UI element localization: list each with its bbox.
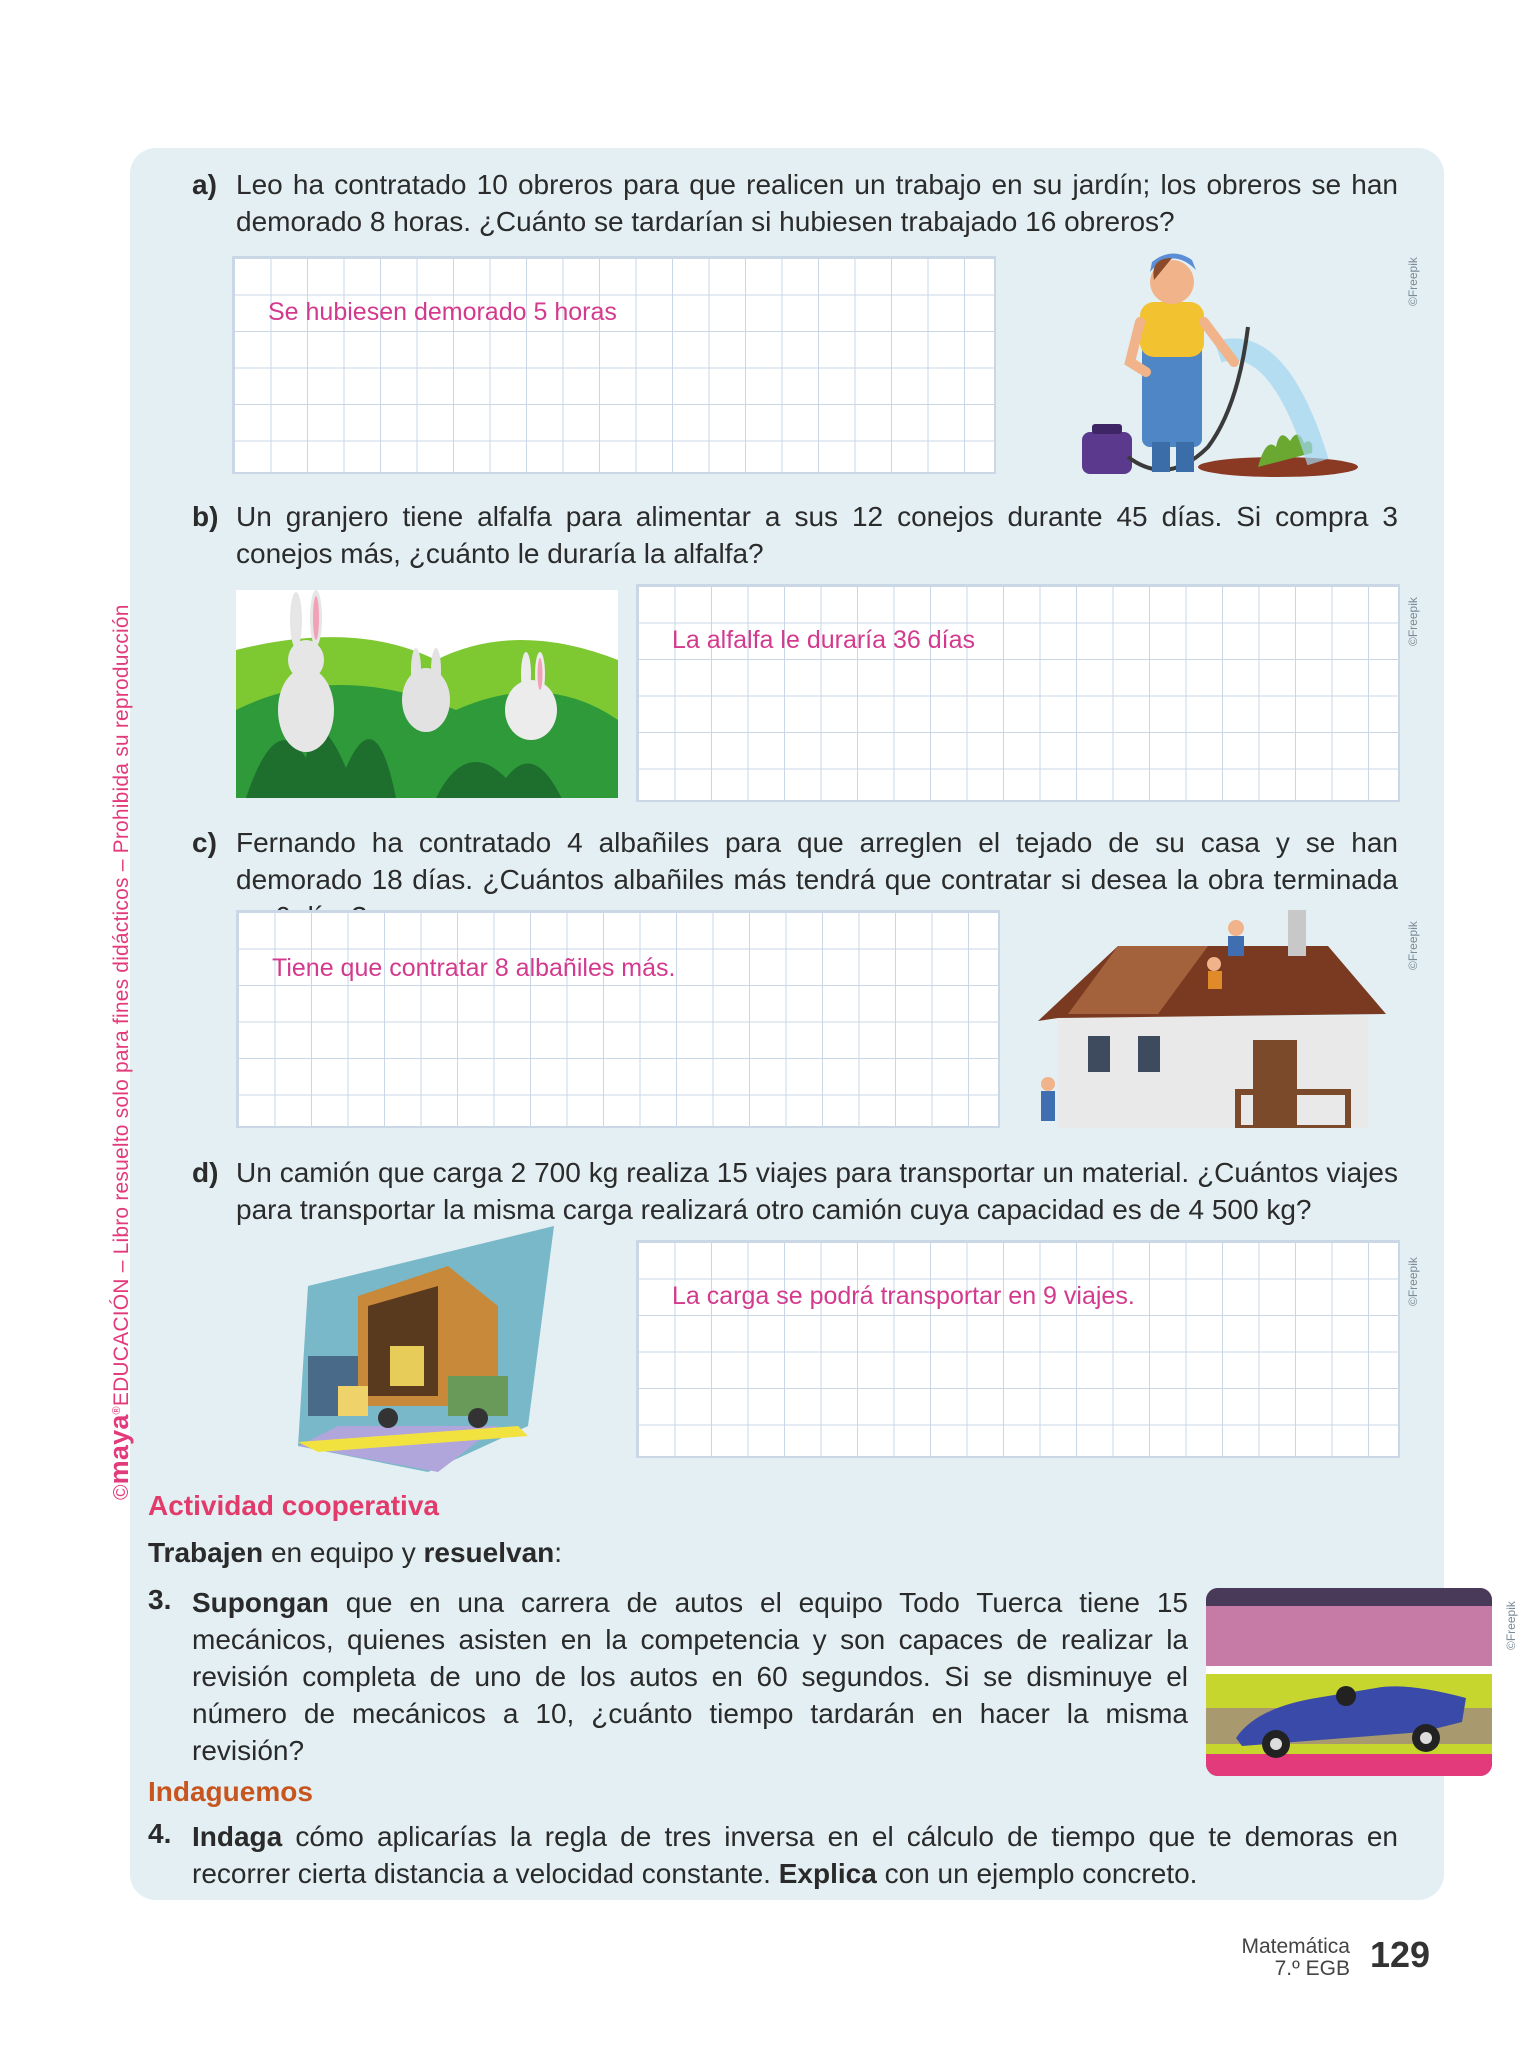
answer-grid-c[interactable] [236,910,1000,1128]
image-credit: ©Freepik [1504,1601,1518,1650]
question-label: d) [192,1157,219,1188]
page-number: 129 [1370,1934,1431,1975]
answer-grid-d[interactable] [636,1240,1400,1458]
answer-grid-b[interactable] [636,584,1400,802]
question-text: Un camión que carga 2 700 kg realiza 15 viajes para transportar un material. ¿Cuántos viajes para transportar la misma carga realizará otro camión cuya capacidad es de 4 500 kg? [236,1157,1398,1225]
question-d [192,1154,1398,1228]
answer-text-b: La alfalfa le duraría 36 días [672,626,975,654]
question-text: Un granjero tiene alfalfa para alimentar a sus 12 conejos durante 45 días. Si compra 3 conejos más, ¿cuánto le duraría la alfalfa? [236,501,1398,569]
research-title: Indaguemos [148,1776,313,1807]
item-number: 4. [148,1818,172,1849]
brand-logo: maya [104,1414,134,1485]
answer-text-c: Tiene que contratar 8 albañiles más. [272,954,676,982]
question-label: b) [192,501,219,532]
race-car-icon [1206,1588,1492,1776]
item-number: 3. [148,1584,172,1615]
image-credit: ©Freepik [1406,257,1420,306]
copyright-notice: ©maya®EDUCACIÓN – Libro resuelto solo para fines didácticos – Prohibida su reproducción [104,604,134,1500]
cooperative-item-text: Supongan que en una carrera de autos el equipo Todo Tuerca tiene 15 mecánicos, quienes asisten en la competencia y son capaces de realizar la revisión completa de uno de los autos en 60 segundos. Si se disminuye el número de mecánicos a 10, ¿cuánto tiempo tardarán en hacer la misma revisión? [192,1587,1188,1766]
house-roof-workers-icon [1038,906,1386,1128]
cooperative-title: Actividad cooperativa [148,1490,439,1521]
image-credit: ©Freepik [1406,1257,1420,1306]
gardener-watering-icon [1078,242,1363,482]
answer-grid-a[interactable] [232,256,996,474]
question-label: a) [192,169,217,200]
cooperative-intro: Trabajen en equipo y resuelvan: [148,1537,563,1568]
rabbits-on-hills-icon [236,590,618,798]
image-credit: ©Freepik [1406,921,1420,970]
question-b [192,498,1398,572]
cargo-truck-icon [298,1226,554,1472]
research-item-text: Indaga cómo aplicarías la regla de tres inversa en el cálculo de tiempo que te demoras en recorrer cierta distancia a velocidad constante. Explica con un ejemplo concreto. [192,1821,1398,1889]
question-a [192,166,1398,240]
answer-text-d: La carga se podrá transportar en 9 viajes. [672,1282,1135,1310]
image-credit: ©Freepik [1406,597,1420,646]
answer-text-a: Se hubiesen demorado 5 horas [268,298,617,326]
question-text: Leo ha contratado 10 obreros para que realicen un trabajo en su jardín; los obreros se han demorado 8 horas. ¿Cuánto se tardarían si hubiesen trabajado 16 obreros? [236,169,1398,237]
question-label: c) [192,827,217,858]
question-text: Fernando ha contratado 4 albañiles para que arreglen el tejado de su casa y se han demorado 18 días. ¿Cuántos albañiles más tendrá que contratar si desea la obra terminada [236,827,1398,895]
footer-subject: Matemática 7.º EGB [1241,1935,1350,1980]
